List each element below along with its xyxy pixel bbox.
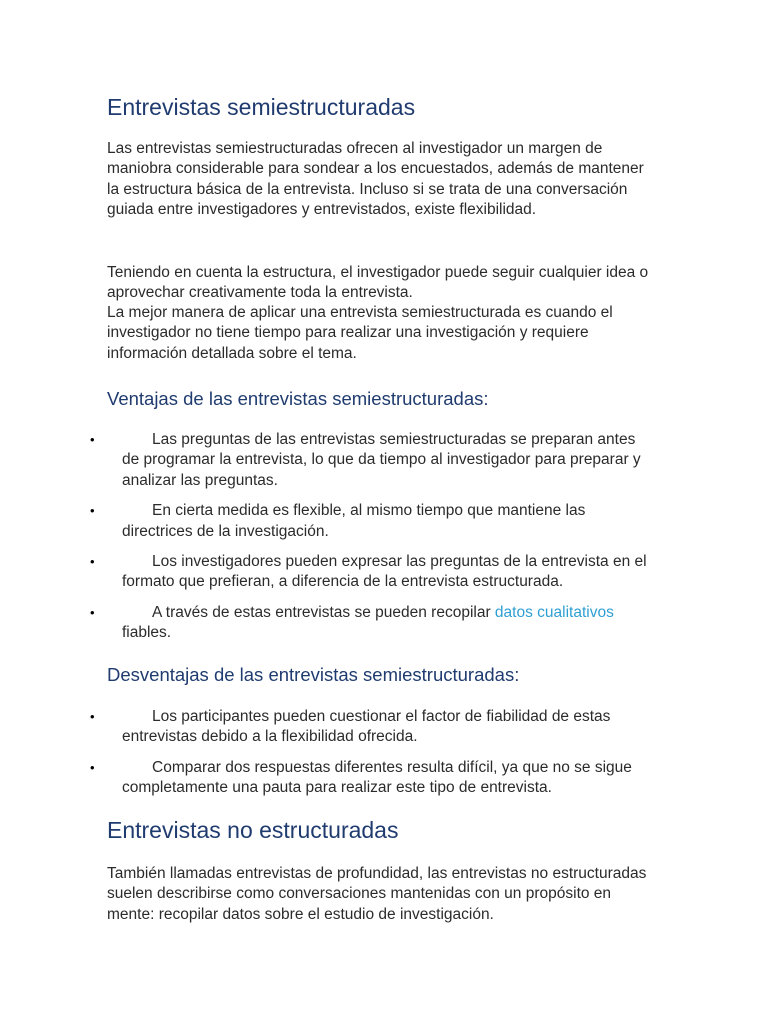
- list-item: • Las preguntas de las entrevistas semiestructuradas se preparan antes de programar la entrevista, lo que da tiempo al investigador para preparar y analizar las preguntas.: [90, 431, 641, 489]
- list-item: • A través de estas entrevistas se pueden recopilar datos cualitativos fiables.: [90, 603, 614, 642]
- bullet-icon: •: [90, 759, 95, 775]
- bullet-icon: •: [90, 503, 95, 519]
- paragraph-semi-best-use: La mejor manera de aplicar una entrevista semiestructurada es cuando el investigador no tiene tiempo para realizar una investigación y requiere información detallada sobre el tema.: [107, 304, 613, 362]
- heading-desventajas: Desventajas de las entrevistas semiestructuradas:: [107, 664, 520, 685]
- list-item: • Los investigadores pueden expresar las preguntas de la entrevista en el formato que prefieran, a diferencia de la entrevista estructurada.: [90, 553, 647, 591]
- bullet-icon: •: [90, 554, 95, 570]
- list-desventajas: [90, 707, 647, 799]
- heading-semiestructuradas: Entrevistas semiestructuradas: [107, 94, 416, 120]
- paragraph-semi-structure: Teniendo en cuenta la estructura, el investigador puede seguir cualquier idea o aprovechar creativamente toda la entrevista.: [107, 264, 649, 302]
- list-item: • En cierta medida es flexible, al mismo tiempo que mantiene las directrices de la investigación.: [90, 502, 586, 540]
- list-ventajas: [90, 430, 647, 644]
- heading-ventajas: Ventajas de las entrevistas semiestructuradas:: [107, 388, 489, 409]
- list-item: • Los participantes pueden cuestionar el factor de fiabilidad de estas entrevistas debido a la flexibilidad ofrecida.: [90, 708, 611, 746]
- bullet-icon: •: [90, 709, 95, 724]
- paragraph-semi-intro: Las entrevistas semiestructuradas ofrecen al investigador un margen de maniobra considerable para sondear a los encuestados, además de mantener la estructura básica de la entrevista. Incluso si se trata de una conversación guiada entre investigadores y entrevistados, existe flexibilidad.: [107, 140, 644, 219]
- heading-no-estructuradas: Entrevistas no estructuradas: [107, 817, 399, 843]
- list-item: • Comparar dos respuestas diferentes resulta difícil, ya que no se sigue completamente una pauta para realizar este tipo de entrevista.: [90, 758, 632, 797]
- paragraph-no-estructuradas: También llamadas entrevistas de profundidad, las entrevistas no estructuradas suelen describirse como conversaciones mantenidas con un propósito en mente: recopilar datos sobre el estudio de investigación.: [107, 865, 647, 923]
- bullet-icon: •: [90, 432, 95, 447]
- link-datos-cualitativos[interactable]: datos cualitativos: [494, 603, 614, 621]
- bullet-icon: •: [90, 604, 95, 620]
